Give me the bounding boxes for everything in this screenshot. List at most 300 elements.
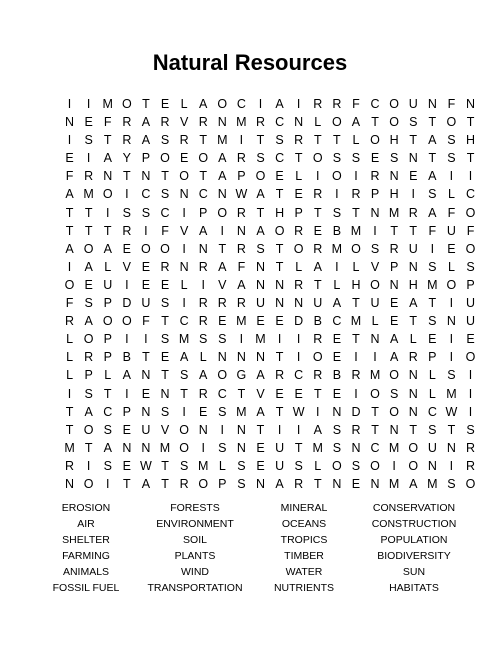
grid-letter: I	[125, 187, 129, 202]
grid-letter: F	[447, 97, 456, 111]
grid-letter: T	[161, 314, 169, 329]
grid-letter: N	[466, 97, 476, 111]
grid-letter: A	[141, 476, 151, 491]
word-column-2	[130, 500, 260, 596]
grid-letter: S	[389, 386, 399, 401]
word-item: OCEANS	[281, 518, 327, 530]
grid-letter: P	[84, 368, 93, 383]
grid-letter: E	[351, 476, 361, 491]
grid-letter: S	[447, 476, 456, 491]
grid-letter: W	[140, 458, 152, 473]
grid-letter: N	[427, 458, 437, 473]
grid-letter: R	[408, 350, 418, 365]
grid-letter: O	[102, 187, 113, 202]
grid-letter: U	[466, 314, 476, 329]
grid-letter: H	[389, 133, 399, 148]
letter-grid	[60, 95, 480, 493]
grid-letter: I	[354, 386, 358, 401]
grid-letter: I	[220, 422, 225, 437]
grid-letter: N	[179, 259, 189, 274]
grid-letter: A	[218, 259, 227, 274]
grid-letter: N	[389, 277, 399, 292]
grid-letter: N	[255, 259, 265, 274]
grid-letter: O	[255, 169, 266, 184]
grid-letter: R	[313, 187, 323, 202]
grid-letter: N	[332, 404, 342, 419]
grid-letter: L	[409, 332, 417, 347]
grid-letter: C	[466, 187, 476, 202]
grid-letter: E	[160, 350, 170, 365]
grid-letter: U	[313, 296, 323, 311]
grid-letter: T	[313, 205, 322, 220]
grid-letter: E	[84, 277, 93, 292]
grid-letter: O	[465, 241, 476, 256]
grid-letter: T	[123, 476, 131, 491]
grid-letter: R	[294, 223, 304, 238]
grid-letter: V	[370, 259, 380, 274]
grid-letter: C	[179, 314, 189, 329]
grid-letter: T	[65, 422, 74, 437]
grid-letter: A	[256, 404, 265, 419]
grid-letter: E	[447, 241, 456, 256]
grid-letter: N	[179, 187, 189, 202]
grid-letter: N	[275, 277, 285, 292]
grid-letter: N	[389, 422, 399, 437]
grid-letter: R	[351, 422, 361, 437]
grid-row	[60, 204, 480, 222]
grid-letter: L	[199, 350, 207, 365]
grid-letter: I	[449, 169, 454, 184]
grid-letter: R	[198, 296, 208, 311]
grid-letter: R	[236, 296, 246, 311]
grid-letter: A	[313, 422, 322, 437]
grid-letter: T	[161, 476, 169, 491]
grid-letter: B	[332, 223, 342, 238]
grid-letter: T	[313, 277, 322, 292]
grid-letter: A	[141, 115, 151, 130]
grid-letter: R	[198, 314, 208, 329]
grid-letter: I	[86, 97, 91, 111]
grid-letter: O	[121, 314, 132, 329]
grid-letter: A	[313, 259, 322, 274]
grid-letter: S	[179, 458, 189, 473]
grid-letter: T	[352, 332, 360, 347]
grid-letter: A	[389, 332, 399, 347]
grid-letter: P	[103, 296, 112, 311]
grid-letter: I	[182, 404, 186, 419]
grid-letter: P	[103, 332, 112, 347]
grid-letter: R	[370, 169, 380, 184]
grid-row	[60, 149, 480, 167]
grid-letter: M	[369, 368, 381, 383]
grid-letter: I	[392, 458, 396, 473]
grid-letter: N	[198, 422, 208, 437]
grid-letter: N	[141, 368, 151, 383]
grid-letter: R	[313, 332, 323, 347]
grid-letter: O	[331, 169, 342, 184]
grid-letter: C	[275, 151, 285, 166]
grid-letter: S	[428, 314, 437, 329]
grid-letter: I	[67, 133, 72, 148]
grid-letter: Y	[122, 151, 131, 166]
grid-letter: A	[332, 296, 342, 311]
grid-letter: L	[333, 277, 341, 292]
grid-letter: U	[427, 440, 437, 455]
grid-letter: R	[84, 169, 94, 184]
grid-letter: L	[352, 133, 360, 148]
grid-letter: F	[447, 205, 456, 220]
grid-letter: N	[141, 440, 151, 455]
grid-row	[60, 439, 480, 457]
grid-letter: S	[351, 151, 361, 166]
grid-letter: H	[275, 205, 285, 220]
grid-letter: P	[103, 350, 112, 365]
grid-letter: O	[293, 241, 304, 256]
grid-letter: T	[313, 133, 322, 148]
grid-letter: A	[141, 133, 151, 148]
grid-letter: D	[351, 404, 361, 419]
word-item: CONSERVATION	[372, 502, 456, 514]
grid-letter: N	[408, 368, 418, 383]
grid-letter: R	[351, 368, 361, 383]
grid-letter: N	[141, 404, 151, 419]
grid-letter: R	[65, 314, 75, 329]
grid-row	[60, 403, 480, 421]
grid-letter: I	[449, 296, 454, 311]
grid-row	[60, 131, 480, 149]
grid-letter: C	[275, 115, 285, 130]
grid-letter: T	[466, 151, 475, 166]
grid-letter: V	[179, 223, 189, 238]
grid-letter: L	[66, 332, 74, 347]
grid-letter: I	[182, 296, 186, 311]
grid-letter: S	[179, 368, 189, 383]
grid-letter: O	[408, 440, 419, 455]
grid-letter: E	[199, 404, 208, 419]
grid-letter: W	[292, 404, 305, 419]
grid-letter: I	[239, 332, 244, 347]
grid-letter: R	[466, 458, 476, 473]
grid-letter: E	[294, 187, 303, 202]
grid-letter: O	[446, 277, 457, 292]
grid-letter: T	[428, 296, 437, 311]
grid-letter: A	[199, 97, 208, 111]
grid-letter: S	[122, 205, 131, 220]
grid-letter: O	[160, 151, 170, 166]
grid-letter: O	[83, 422, 94, 437]
grid-letter: N	[446, 314, 456, 329]
grid-letter: S	[332, 205, 342, 220]
grid-letter: E	[122, 422, 131, 437]
grid-letter: T	[409, 314, 418, 329]
grid-letter: P	[237, 169, 246, 184]
grid-row	[60, 348, 480, 366]
grid-letter: T	[256, 422, 265, 437]
grid-letter: T	[275, 259, 284, 274]
grid-letter: L	[218, 458, 226, 473]
grid-letter: C	[370, 440, 380, 455]
grid-letter: O	[83, 332, 94, 347]
grid-letter: P	[466, 277, 475, 292]
grid-letter: O	[389, 368, 399, 383]
grid-letter: L	[66, 350, 74, 365]
grid-letter: A	[237, 277, 246, 292]
grid-letter: E	[65, 151, 74, 166]
grid-letter: H	[408, 277, 418, 292]
grid-letter: R	[294, 133, 304, 148]
grid-letter: E	[332, 332, 342, 347]
grid-letter: O	[465, 350, 476, 365]
grid-letter: E	[466, 332, 475, 347]
grid-letter: T	[294, 440, 303, 455]
grid-letter: A	[199, 223, 208, 238]
grid-letter: L	[428, 368, 436, 383]
grid-row	[60, 222, 480, 240]
grid-letter: N	[370, 476, 380, 491]
grid-letter: O	[331, 458, 342, 473]
grid-letter: R	[84, 350, 94, 365]
grid-letter: L	[428, 386, 436, 401]
grid-letter: O	[331, 115, 342, 130]
grid-letter: N	[236, 350, 246, 365]
grid-letter: N	[217, 187, 227, 202]
grid-letter: F	[352, 97, 360, 111]
grid-letter: O	[102, 314, 113, 329]
word-column-1	[36, 500, 136, 596]
grid-letter: S	[409, 115, 418, 130]
grid-letter: M	[388, 440, 400, 455]
grid-letter: A	[389, 350, 399, 365]
grid-row	[60, 421, 480, 439]
grid-letter: P	[370, 187, 380, 202]
grid-letter: R	[217, 296, 227, 311]
grid-letter: T	[428, 115, 437, 130]
grid-row	[60, 185, 480, 203]
grid-row	[60, 366, 480, 384]
grid-letter: E	[122, 458, 131, 473]
grid-letter: L	[314, 458, 322, 473]
grid-letter: I	[125, 277, 129, 292]
grid-letter: S	[332, 151, 342, 166]
grid-letter: I	[335, 259, 339, 274]
grid-letter: R	[160, 115, 170, 130]
grid-letter: M	[159, 440, 171, 455]
grid-letter: I	[258, 97, 263, 111]
grid-letter: I	[144, 223, 148, 238]
grid-letter: R	[160, 259, 170, 274]
grid-letter: S	[275, 133, 284, 148]
grid-letter: N	[370, 332, 380, 347]
grid-letter: R	[275, 368, 285, 383]
grid-letter: A	[84, 404, 93, 419]
grid-row	[60, 276, 480, 294]
grid-letter: V	[160, 422, 170, 437]
grid-letter: T	[180, 386, 188, 401]
grid-letter: M	[236, 404, 247, 419]
grid-letter: P	[199, 205, 208, 220]
grid-letter: M	[178, 332, 190, 347]
grid-letter: P	[122, 404, 131, 419]
grid-letter: M	[427, 277, 438, 292]
grid-letter: S	[84, 386, 93, 401]
grid-letter: I	[316, 404, 320, 419]
grid-letter: T	[409, 223, 418, 238]
grid-letter: R	[294, 476, 304, 491]
grid-letter: S	[199, 332, 208, 347]
grid-letter: T	[371, 115, 379, 130]
word-item: TIMBER	[284, 550, 324, 562]
grid-letter: T	[218, 241, 227, 256]
grid-letter: U	[446, 223, 456, 238]
word-item: TROPICS	[280, 534, 328, 546]
grid-letter: S	[428, 422, 437, 437]
grid-letter: L	[66, 368, 74, 383]
grid-letter: T	[84, 223, 93, 238]
grid-letter: I	[411, 187, 415, 202]
grid-letter: S	[447, 368, 456, 383]
grid-letter: E	[218, 314, 227, 329]
grid-letter: L	[352, 259, 360, 274]
grid-letter: I	[354, 350, 358, 365]
grid-letter: E	[160, 97, 170, 111]
grid-row	[60, 312, 480, 330]
grid-letter: O	[446, 115, 457, 130]
grid-letter: F	[237, 259, 246, 274]
grid-letter: O	[389, 404, 399, 419]
grid-letter: A	[103, 151, 112, 166]
grid-letter: O	[370, 277, 380, 292]
grid-letter: W	[235, 187, 248, 202]
grid-letter: A	[256, 187, 265, 202]
grid-letter: O	[408, 458, 419, 473]
grid-letter: N	[255, 277, 265, 292]
grid-letter: T	[333, 133, 341, 148]
grid-letter: S	[428, 259, 437, 274]
grid-letter: A	[275, 476, 284, 491]
grid-letter: I	[468, 404, 473, 419]
grid-letter: O	[160, 241, 170, 256]
grid-letter: M	[388, 476, 400, 491]
grid-letter: S	[370, 241, 380, 256]
grid-letter: B	[122, 350, 131, 365]
grid-letter: A	[199, 368, 208, 383]
grid-letter: S	[84, 133, 93, 148]
grid-letter: M	[217, 133, 228, 148]
grid-row	[60, 240, 480, 258]
grid-letter: V	[122, 259, 131, 274]
grid-letter: N	[370, 205, 380, 220]
grid-letter: A	[65, 241, 74, 256]
grid-letter: A	[218, 169, 227, 184]
grid-letter: B	[332, 368, 342, 383]
grid-letter: U	[103, 277, 113, 292]
grid-letter: N	[255, 350, 265, 365]
grid-letter: M	[427, 476, 438, 491]
grid-letter: A	[256, 368, 265, 383]
grid-letter: M	[236, 115, 247, 130]
grid-letter: O	[64, 277, 75, 292]
grid-letter: T	[84, 440, 93, 455]
grid-letter: N	[236, 223, 246, 238]
grid-letter: M	[446, 386, 457, 401]
grid-letter: S	[160, 404, 170, 419]
grid-letter: A	[428, 133, 437, 148]
grid-letter: T	[161, 368, 169, 383]
grid-letter: N	[332, 476, 342, 491]
grid-letter: S	[294, 458, 303, 473]
grid-letter: T	[313, 476, 322, 491]
grid-letter: I	[430, 241, 435, 256]
grid-letter: N	[351, 440, 361, 455]
word-item: TRANSPORTATION	[147, 582, 243, 594]
grid-letter: C	[370, 97, 380, 111]
grid-letter: E	[275, 169, 284, 184]
grid-letter: M	[388, 205, 400, 220]
grid-letter: C	[236, 97, 246, 111]
grid-letter: E	[409, 169, 418, 184]
grid-letter: R	[236, 151, 246, 166]
grid-letter: C	[427, 404, 437, 419]
grid-letter: I	[67, 259, 72, 274]
word-item: PLANTS	[174, 550, 216, 562]
grid-letter: O	[83, 241, 94, 256]
grid-letter: N	[389, 169, 399, 184]
grid-letter: I	[373, 350, 377, 365]
grid-letter: P	[294, 205, 303, 220]
grid-letter: T	[103, 133, 112, 148]
grid-letter: H	[389, 187, 399, 202]
grid-letter: U	[141, 296, 151, 311]
grid-letter: A	[84, 314, 93, 329]
grid-letter: N	[122, 440, 132, 455]
grid-letter: N	[408, 151, 418, 166]
grid-letter: U	[466, 296, 476, 311]
grid-letter: N	[408, 386, 418, 401]
grid-letter: O	[217, 205, 228, 220]
grid-letter: F	[103, 115, 112, 130]
grid-letter: S	[332, 422, 342, 437]
grid-letter: A	[218, 151, 227, 166]
grid-letter: T	[409, 133, 418, 148]
grid-letter: S	[332, 440, 342, 455]
grid-letter: E	[141, 386, 151, 401]
grid-letter: R	[198, 386, 208, 401]
grid-letter: O	[370, 133, 380, 148]
grid-letter: S	[447, 151, 456, 166]
grid-letter: A	[122, 368, 131, 383]
grid-letter: T	[352, 205, 360, 220]
grid-letter: E	[389, 314, 399, 329]
grid-letter: I	[277, 422, 282, 437]
grid-letter: F	[428, 223, 437, 238]
grid-letter: S	[103, 422, 112, 437]
grid-row	[60, 475, 480, 493]
grid-letter: T	[371, 422, 379, 437]
grid-letter: M	[102, 97, 113, 111]
grid-letter: S	[160, 133, 170, 148]
grid-letter: I	[468, 368, 473, 383]
grid-letter: N	[275, 296, 285, 311]
grid-letter: O	[121, 97, 132, 111]
word-item: ENVIRONMENT	[156, 518, 234, 530]
grid-letter: L	[104, 259, 112, 274]
grid-letter: P	[389, 259, 399, 274]
grid-letter: H	[351, 277, 361, 292]
grid-letter: A	[179, 350, 189, 365]
grid-letter: N	[65, 476, 75, 491]
grid-letter: O	[389, 97, 399, 111]
word-item: AIR	[77, 518, 95, 530]
